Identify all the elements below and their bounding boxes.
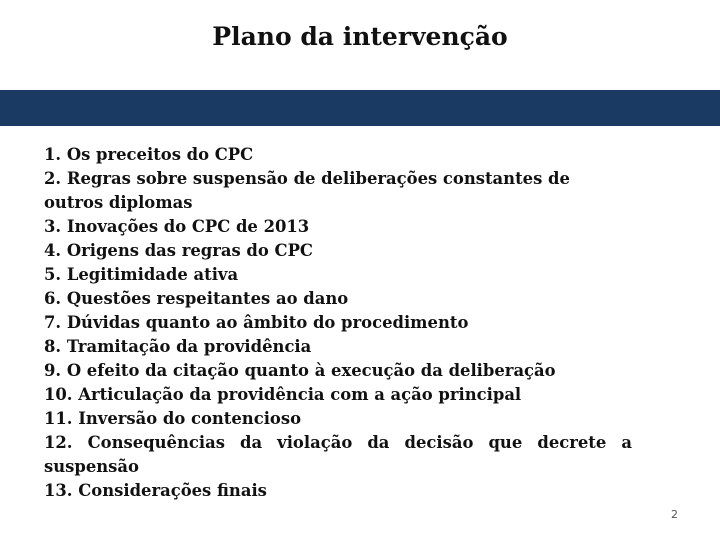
- agenda-item-11: 11. Inversão do contencioso: [44, 409, 302, 428]
- agenda-item-8: 8. Tramitação da providência: [44, 337, 312, 356]
- agenda-item-6: 6. Questões respeitantes ao dano: [44, 289, 349, 308]
- slide-title: Plano da intervenção: [212, 22, 508, 51]
- agenda-item-9: 9. O efeito da citação quanto à execução da deliberação: [44, 361, 556, 380]
- agenda-list: [44, 143, 632, 503]
- agenda-item-12: 12. Consequências da violação da decisão que decrete a suspensão: [44, 433, 632, 476]
- agenda-item-1: 1. Os preceitos do CPC: [44, 145, 254, 164]
- page-number: 2: [671, 508, 678, 521]
- agenda-item-4: 4. Origens das regras do CPC: [44, 241, 313, 260]
- agenda-item-10: 10. Articulação da providência com a ação principal: [44, 385, 522, 404]
- agenda-item-7: 7. Dúvidas quanto ao âmbito do procedimento: [44, 313, 469, 332]
- agenda-item-13: 13. Considerações finais: [44, 481, 267, 500]
- title-band: [0, 90, 720, 126]
- agenda-item-5: 5. Legitimidade ativa: [44, 265, 239, 284]
- agenda-item-2: 2. Regras sobre suspensão de deliberações constantes de outros diplomas: [44, 169, 570, 212]
- agenda-item-3: 3. Inovações do CPC de 2013: [44, 217, 310, 236]
